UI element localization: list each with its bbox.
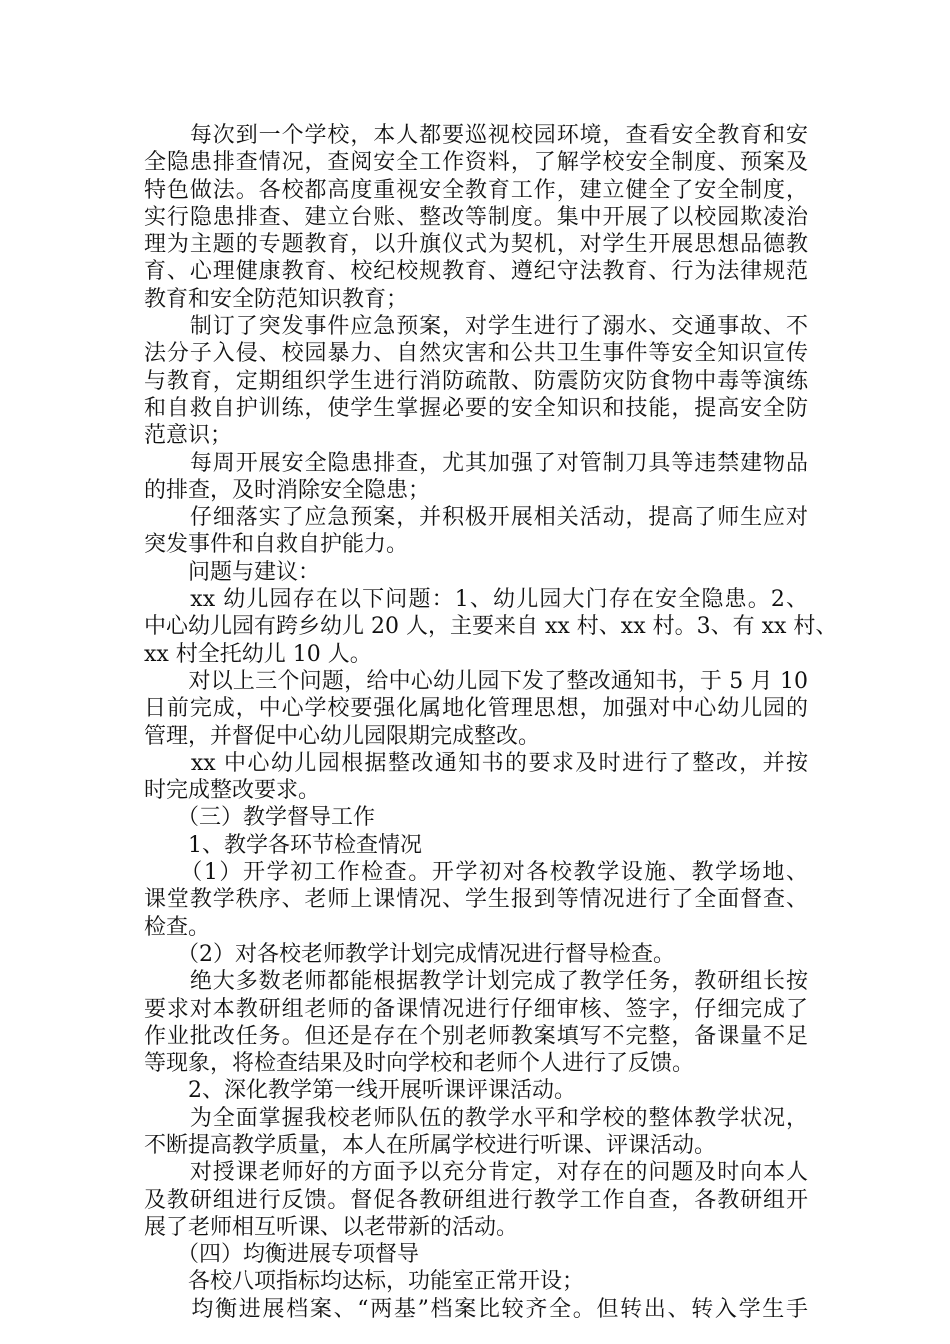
text-line: 等现象，将检查结果及时向学校和老师个人进行了反馈。 — [144, 1051, 695, 1077]
text-line: 检查。 — [144, 914, 211, 940]
text-line: 为全面掌握我校老师队伍的教学水平和学校的整体教学状况， — [144, 1105, 808, 1131]
text-line: （2）对各校老师教学计划完成情况进行督导检查。 — [144, 941, 675, 967]
text-line: xx 中心幼儿园根据整改通知书的要求及时进行了整改，并按 — [144, 750, 808, 776]
text-line: 每周开展安全隐患排查，尤其加强了对管制刀具等违禁建物品 — [144, 450, 808, 476]
text-line: xx 幼儿园存在以下问题：1、幼儿园大门存在安全隐患。2、 — [144, 587, 808, 613]
text-line: 作业批改任务。但还是存在个别老师教案填写不完整，备课量不足 — [144, 1023, 808, 1049]
text-line: 中心幼儿园有跨乡幼儿 20 人，主要来自 xx 村、xx 村。3、有 xx 村、 — [144, 614, 838, 640]
text-line: 各校八项指标均达标，功能室正常开设； — [144, 1269, 585, 1295]
text-line: 日前完成，中心学校要强化属地化管理思想，加强对中心幼儿园的 — [144, 696, 808, 722]
text-line: 每次到一个学校，本人都要巡视校园环境，查看安全教育和安 — [144, 123, 808, 148]
text-line: 特色做法。各校都高度重视安全教育工作，建立健全了安全制度， — [144, 177, 808, 203]
text-line: 法分子入侵、校园暴力、自然灾害和公共卫生事件等安全知识宣传 — [144, 341, 808, 367]
text-line: 不断提高教学质量，本人在所属学校进行听课、评课活动。 — [144, 1132, 717, 1158]
text-line: 仔细落实了应急预案，并积极开展相关活动，提高了师生应对 — [144, 505, 808, 531]
text-line: 管理，并督促中心幼儿园限期完成整改。 — [144, 723, 541, 749]
text-line: 教育和安全防范知识教育； — [144, 286, 409, 312]
text-line: 全隐患排查情况，查阅安全工作资料，了解学校安全制度、预案及 — [144, 150, 808, 176]
text-line: 要求对本教研组老师的备课情况进行仔细审核、签字，仔细完成了 — [144, 996, 808, 1022]
text-line: （1）开学初工作检查。开学初对各校教学设施、教学场地、 — [144, 860, 808, 886]
text-line: 育、心理健康教育、校纪校规教育、遵纪守法教育、行为法律规范 — [144, 259, 808, 285]
text-line: 及教研组进行反馈。督促各教研组进行教学工作自查，各教研组开 — [144, 1187, 808, 1213]
text-line: 制订了突发事件应急预案，对学生进行了溺水、交通事故、不 — [144, 314, 808, 340]
text-line: 实行隐患排查、建立台账、整改等制度。集中开展了以校园欺凌治 — [144, 204, 808, 230]
text-line: 的排查，及时消除安全隐患； — [144, 477, 431, 503]
text-line: 与教育，定期组织学生进行消防疏散、防震防灾防食物中毒等演练 — [144, 368, 808, 394]
text-line: 理为主题的专题教育，以升旗仪式为契机，对学生开展思想品德教 — [144, 232, 808, 258]
text-line: 突发事件和自救自护能力。 — [144, 532, 409, 558]
text-line: 对以上三个问题，给中心幼儿园下发了整改通知书，于 5 月 10 — [144, 668, 808, 694]
text-line: 均衡进展档案、“两基”档案比较齐全。但转出、转入学生手 — [144, 1296, 808, 1322]
text-line: 时完成整改要求。 — [144, 778, 321, 804]
text-line: 展了老师相互听课、以老带新的活动。 — [144, 1214, 519, 1240]
text-line: 范意识； — [144, 423, 233, 449]
text-line: 绝大多数老师都能根据教学计划完成了教学任务，教研组长按 — [144, 969, 808, 995]
subsection-heading: 1、教学各环节检查情况 — [144, 832, 422, 858]
text-line: 和自救自护训练，使学生掌握必要的安全知识和技能，提高安全防 — [144, 395, 808, 421]
section-heading: 问题与建议： — [144, 559, 321, 585]
text-line: xx 村全托幼儿 10 人。 — [144, 641, 372, 667]
section-heading: （四）均衡进展专项督导 — [144, 1242, 420, 1268]
section-heading: （三）教学督导工作 — [144, 805, 376, 831]
text-line: 课堂教学秩序、老师上课情况、学生报到等情况进行了全面督查、 — [144, 887, 808, 913]
subsection-heading: 2、深化教学第一线开展听课评课活动。 — [144, 1078, 576, 1104]
document-body — [144, 122, 838, 1323]
text-line: 对授课老师好的方面予以充分肯定，对存在的问题及时向本人 — [144, 1160, 808, 1186]
